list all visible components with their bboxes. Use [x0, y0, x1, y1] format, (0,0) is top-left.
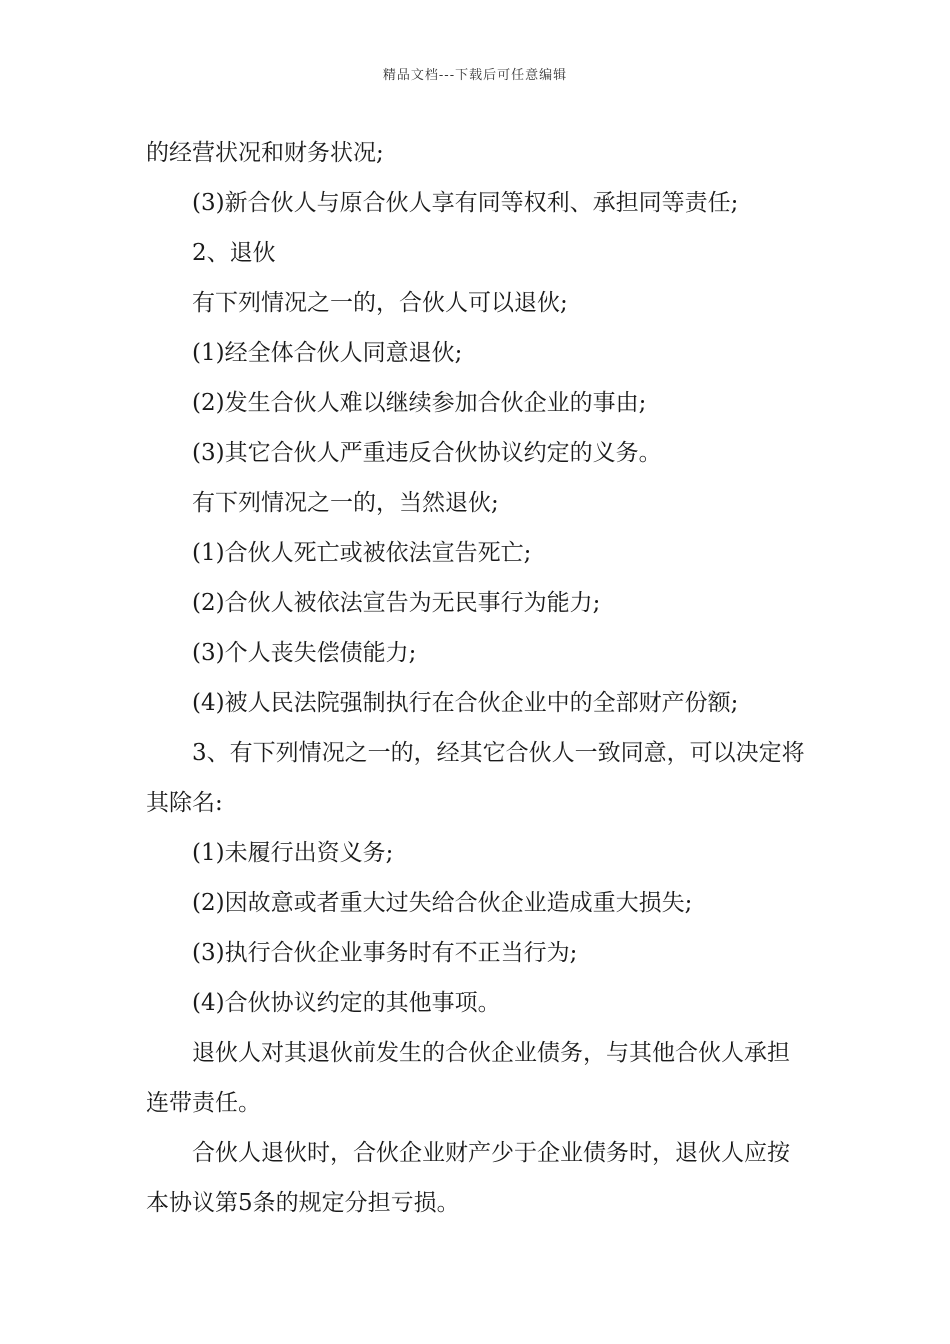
section-heading-expulsion: 3、有下列情况之一的，经其它合伙人一致同意，可以决定将其除名: [146, 740, 805, 816]
list-item: (2)合伙人被依法宣告为无民事行为能力; [192, 590, 601, 616]
paragraph-continuation: 的经营状况和财务状况; [146, 140, 384, 166]
section-heading-withdrawal: 2、退伙 [192, 240, 276, 266]
page-header: 精品文档---下载后可任意编辑 [382, 68, 568, 83]
list-item: (4)合伙协议约定的其他事项。 [192, 990, 501, 1016]
list-item: (2)因故意或者重大过失给合伙企业造成重大损失; [192, 890, 693, 916]
paragraph-automatic-withdrawal-intro: 有下列情况之一的，当然退伙; [192, 490, 499, 516]
paragraph-joint-liability: 退伙人对其退伙前发生的合伙企业债务，与其他合伙人承担连带责任。 [146, 1040, 790, 1116]
list-item: (3)其它合伙人严重违反合伙协议约定的义务。 [192, 440, 662, 466]
paragraph-voluntary-withdrawal-intro: 有下列情况之一的，合伙人可以退伙; [192, 290, 568, 316]
paragraph-new-partner-rights: (3)新合伙人与原合伙人享有同等权利、承担同等责任; [192, 190, 739, 216]
list-item: (1)经全体合伙人同意退伙; [192, 340, 463, 366]
paragraph-loss-sharing: 合伙人退伙时，合伙企业财产少于企业债务时，退伙人应按本协议第5条的规定分担亏损。 [146, 1140, 790, 1216]
list-item: (1)未履行出资义务; [192, 840, 394, 866]
list-item: (4)被人民法院强制执行在合伙企业中的全部财产份额; [192, 690, 739, 716]
list-item: (2)发生合伙人难以继续参加合伙企业的事由; [192, 390, 647, 416]
list-item: (1)合伙人死亡或被依法宣告死亡; [192, 540, 532, 566]
document-body [146, 128, 808, 1228]
list-item: (3)执行合伙企业事务时有不正当行为; [192, 940, 578, 966]
list-item: (3)个人丧失偿债能力; [192, 640, 417, 666]
